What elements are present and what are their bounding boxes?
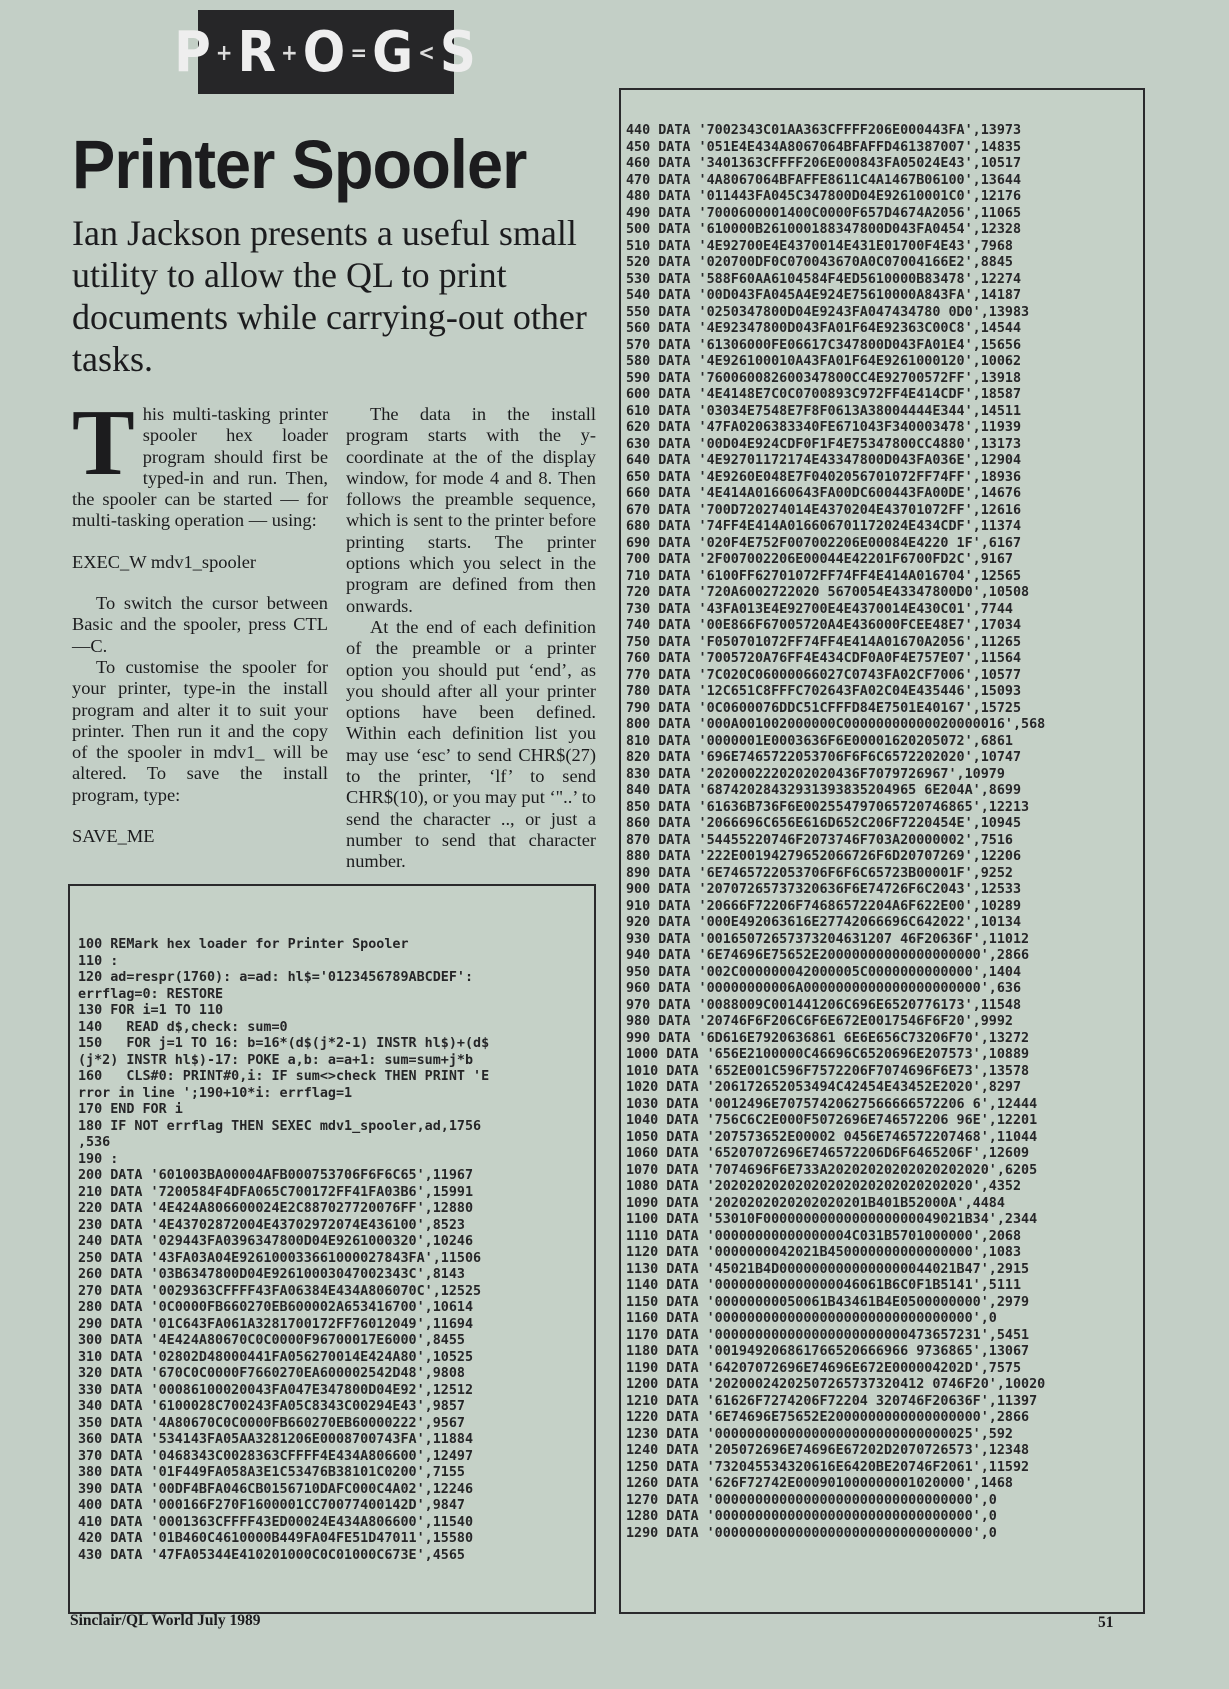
code-line: 600 DATA '4E4148E7C0C0700893C972FF4E414CDF',18587: [626, 387, 1022, 402]
code-line: 120 ad=respr(1760): a=ad: hl$='0123456789ABCDEF':: [78, 970, 474, 985]
code-line: (j*2) INSTR hl$)-17: POKE a,b: a=a+1: sum=sum+j*b: [78, 1052, 474, 1068]
code-line: 340 DATA '6100028C700243FA05C8343C00294E43',9857: [78, 1399, 465, 1414]
code-line: 820 DATA '696E7465722053706F6F6C6572202020',10747: [626, 750, 1022, 765]
code-line: 1060 DATA '65207072696E746572206D6F6465206F',12609: [626, 1146, 1030, 1161]
code-line: 810 DATA '0000001E0003636F6E00001620205072',6861: [626, 733, 1013, 749]
code-line: 510 DATA '4E92700E4E4370014E431E01700F4E43',7968: [626, 238, 1013, 254]
code-line: 890 DATA '6E7465722053706F6F6C65723B00001F',9252: [626, 865, 1013, 881]
code-line: 1110 DATA '00000000000000004C031B5701000000',2068: [626, 1228, 1022, 1244]
code-line: 200 DATA '601003BA00004AFB000753706F6F6C65',11967: [78, 1168, 474, 1183]
save-command: SAVE_ME: [72, 826, 155, 847]
code-line: 230 DATA '4E43702872004E43702972074E436100',8523: [78, 1217, 465, 1233]
code-line: 800 DATA '000A001002000000C00000000000020000016',568: [626, 717, 1046, 732]
code-line: 690 DATA '020F4E752F007002206E00084E4220 1F',6167: [626, 535, 1022, 551]
code-line: 530 DATA '588F60AA6104584F4ED5610000B83478',12274: [626, 271, 1022, 287]
code-line: 500 DATA '610000B261000188347800D043FA0454',12328: [626, 222, 1022, 237]
code-line: rror in line ';190+10*i: errflag=1: [78, 1085, 353, 1101]
banner-letter: P: [174, 19, 213, 85]
code-line: 700 DATA '2F007002206E00044E42201F6700FD2C',9167: [626, 552, 1013, 567]
code-line: 640 DATA '4E92701172174E43347800D043FA036E',12904: [626, 453, 1022, 468]
code-line: 1080 DATA '20202020202020202020202020202020',4352: [626, 1179, 1022, 1194]
code-line: 780 DATA '12C651C8FFFC702643FA02C04E435446',15093: [626, 684, 1022, 699]
code-line: 910 DATA '20666F72206F74686572204A6F622E00',10289: [626, 898, 1022, 914]
banner-letter: G: [372, 19, 416, 85]
code-line: 300 DATA '4E424A80670C0C0000F96700017E6000',8455: [78, 1333, 465, 1348]
code-line: 870 DATA '54455220746F2073746F703A20000002',7516: [626, 832, 1013, 848]
code-line: 1190 DATA '64207072696E74696E672E000004202D',7575: [626, 1360, 1022, 1376]
code-line: 830 DATA '2020002220202020436F7079726967',10979: [626, 766, 1005, 782]
code-line: 180 IF NOT errflag THEN SEXEC mdv1_spooler,ad,1756: [78, 1118, 482, 1134]
code-line: 1250 DATA '732045534320616E6420BE20746F2061',11592: [626, 1459, 1030, 1475]
code-line: 290 DATA '01C643FA061A3281700172FF76012049',11694: [78, 1316, 474, 1332]
code-line: 170 END FOR i: [78, 1102, 183, 1117]
banner-separator: +: [281, 38, 300, 66]
code-line: 1090 DATA '2020202020202020201B401B52000A',4484: [626, 1195, 1005, 1211]
code-line: 880 DATA '222E00194279652066726F6D20707269',12206: [626, 849, 1022, 864]
banner-letter: O: [302, 19, 348, 85]
code-line: 710 DATA '6100FF62701072FF74FF4E414A016704',12565: [626, 568, 1022, 584]
code-line: 1020 DATA '206172652053494C42454E43452E2020',8297: [626, 1080, 1022, 1095]
page-number: 51: [1098, 1614, 1114, 1631]
code-line: 360 DATA '534143FA05AA3281206E0008700743FA',11884: [78, 1432, 474, 1447]
code-line: 140 READ d$,check: sum=0: [78, 1019, 288, 1035]
code-line: 730 DATA '43FA013E4E92700E4E4370014E430C01',7744: [626, 601, 1013, 617]
code-line: 260 DATA '03B6347800D04E92610003047002343C',8143: [78, 1267, 465, 1282]
code-line: 400 DATA '000166F270F1600001CC70077400142D',9847: [78, 1498, 465, 1513]
code-line: 990 DATA '6D616E7920636861 6E6E656C73206F70',13272: [626, 1030, 1030, 1046]
paragraph: At the end of each definition of the preamble or a printer option you should put ‘end’, as you should after all your printer options have been defined. Within each definition list you may use ‘esc’ to send CHR$(27) to the printer, ‘lf’ to send CHR$(10), or you may put ‘"..’ to send the character .., or just a number to send that character number.: [346, 616, 596, 872]
code-line: 1130 DATA '45021B4D0000000000000000044021B47',2915: [626, 1261, 1030, 1277]
code-line: 250 DATA '43FA03A04E926100033661000027843FA',11506: [78, 1250, 482, 1266]
code-line: ,536: [78, 1135, 111, 1150]
banner-letter: S: [439, 19, 478, 85]
code-line: 590 DATA '760060082600347800CC4E92700572FF',13918: [626, 370, 1022, 386]
drop-cap: T: [72, 391, 135, 495]
code-line: 1010 DATA '652E001C596F7572206F7074696F6E73',13578: [626, 1063, 1030, 1079]
code-line: 220 DATA '4E424A806600024E2C887027720076FF',12880: [78, 1201, 474, 1216]
code-line: 130 FOR i=1 TO 110: [78, 1003, 224, 1018]
code-line: 620 DATA '47FA0206383340FE671043F340003478',11939: [626, 420, 1022, 435]
body-column-2: [346, 404, 596, 873]
banner-separator: =: [350, 38, 370, 66]
code-line: 240 DATA '029443FA0396347800D04E9261000320',10246: [78, 1234, 474, 1249]
code-line: 520 DATA '020700DF0C070043670A0C07004166E2',8845: [626, 255, 1013, 270]
code-line: 550 DATA '0250347800D04E9243FA047434780 0D0',13983: [626, 304, 1030, 320]
exec-command: EXEC_W mdv1_spooler: [72, 551, 257, 572]
code-line: 660 DATA '4E414A01660643FA00DC600443FA00DE',14676: [626, 486, 1022, 501]
body-column-1: [72, 391, 328, 847]
banner-separator: +: [215, 38, 235, 66]
code-line: 760 DATA '7005720A76FF4E434CDF0A0F4E757E07',11564: [626, 651, 1022, 666]
data-listing-continued: [626, 123, 1045, 1542]
code-line: 680 DATA '74FF4E414A016606701172024E434CDF',11374: [626, 519, 1022, 534]
code-line: 320 DATA '670C0C0000F7660270EA600002542D48',9808: [78, 1366, 465, 1381]
code-line: 100 REMark hex loader for Printer Spooler: [78, 937, 409, 952]
code-line: 1240 DATA '205072696E74696E67202D2070726573',12348: [626, 1443, 1030, 1458]
code-line: 1230 DATA '00000000000000000000000000000025',592: [626, 1426, 1013, 1442]
paragraph: his multi-tasking printer spooler hex loader program should first be typed-in and run. Then, the spooler can be started — for multi-tasking operation — using:: [72, 404, 328, 531]
code-line: 610 DATA '03034E7548E7F8F0613A38004444E344',14511: [626, 403, 1022, 419]
code-line: 1260 DATA '626F72742E000901000000001020000',1468: [626, 1476, 1013, 1491]
code-line: 1150 DATA '00000000050061B43461B4E0500000000',2979: [626, 1294, 1030, 1310]
code-line: 1050 DATA '207573652E00002 0456E746572207468',11044: [626, 1129, 1038, 1145]
code-line: 110 :: [78, 953, 119, 969]
code-line: 740 DATA '00E866F67005720A4E436000FCEE48E7',17034: [626, 618, 1022, 633]
hex-loader-listing: [78, 937, 489, 1564]
code-line: 1100 DATA '53010F0000000000000000000049021B34',2344: [626, 1212, 1038, 1227]
code-line: 1120 DATA '0000000042021B450000000000000000',1083: [626, 1245, 1022, 1260]
code-line: 540 DATA '00D043FA045A4E924E75610000A843FA',14187: [626, 288, 1022, 303]
code-line: 900 DATA '20707265737320636F6E74726F6C2043',12533: [626, 882, 1022, 897]
code-line: 430 DATA '47FA05344E410201000C0C01000C673E',4565: [78, 1547, 465, 1563]
code-line: 490 DATA '7000600001400C0000F657D4674A2056',11065: [626, 205, 1022, 221]
code-line: 570 DATA '61306000FE06617C347800D043FA01E4',15656: [626, 337, 1022, 353]
code-line: 950 DATA '002C000000042000005C0000000000000',1404: [626, 964, 1022, 980]
code-line: 150 FOR j=1 TO 16: b=16*(d$(j*2-1) INSTR hl$)+(d$: [78, 1036, 490, 1051]
code-line: 770 DATA '7C020C06000066027C0743FA02CF7006',10577: [626, 667, 1022, 683]
code-line: 940 DATA '6E74696E75652E20000000000000000000',2866: [626, 948, 1030, 963]
code-line: 1270 DATA '00000000000000000000000000000000',0: [626, 1492, 997, 1508]
code-line: 560 DATA '4E92347800D043FA01F64E92363C00C8',14544: [626, 321, 1022, 336]
footer-publication: Sinclair/QL World July 1989: [70, 1612, 261, 1629]
code-line: 1200 DATA '20200024202507265737320412 0746F20',10020: [626, 1377, 1046, 1392]
code-line: 720 DATA '720A6002722020 5670054E43347800D0',10508: [626, 585, 1030, 600]
code-line: 410 DATA '0001363CFFFF43ED00024E434A806600',11540: [78, 1514, 474, 1530]
code-line: 390 DATA '00DF4BFA046CB0156710DAFC000C4A02',12246: [78, 1481, 474, 1497]
code-line: 160 CLS#0: PRINT#0,i: IF sum<>check THEN PRINT 'E: [78, 1069, 490, 1084]
code-line: 840 DATA '68742028432931393835204965 6E204A',8699: [626, 783, 1022, 798]
code-line: 1000 DATA '656E2100000C46696C6520696E207573',10889: [626, 1047, 1030, 1062]
paragraph: To customise the spooler for your printer, type-in the install program and alter it to suit your printer. Then run it and the copy of the spooler in mdv1_ will be altered. To save the install program, type:: [72, 656, 328, 805]
article-title: Printer Spooler: [72, 126, 527, 203]
code-line: 920 DATA '000E492063616E27742066696C642022',10134: [626, 915, 1022, 930]
code-line: 1040 DATA '756C6C2E000F5072696E746572206 96E',12201: [626, 1113, 1038, 1128]
article-standfirst: Ian Jackson presents a useful small utility to allow the QL to print documents while carrying-out other tasks.: [72, 213, 587, 379]
code-line: 790 DATA '0C0600076DDC51CFFFD84E7501E40167',15725: [626, 700, 1022, 716]
paragraph: To switch the cursor between Basic and the spooler, press CTL—C.: [72, 593, 328, 656]
code-line: 1180 DATA '001949206861766520666966 9736865',13067: [626, 1344, 1030, 1359]
code-line: 1160 DATA '00000000000000000000000000000000',0: [626, 1311, 997, 1326]
code-line: 650 DATA '4E9260E048E7F0402056701072FF74FF',18936: [626, 469, 1022, 485]
code-line: 970 DATA '0088009C001441206C696E6520776173',11548: [626, 997, 1022, 1013]
code-line: 310 DATA '02802D48000441FA056270014E424A80',10525: [78, 1349, 474, 1365]
code-line: 330 DATA '00086100020043FA047E347800D04E92',12512: [78, 1382, 474, 1398]
code-line: 1170 DATA '000000000000000000000000473657231',5451: [626, 1327, 1030, 1343]
code-line: 750 DATA 'F050701072FF74FF4E414A01670A2056',11265: [626, 634, 1022, 650]
code-line: 350 DATA '4A80670C0C0000FB660270EB60000222',9567: [78, 1415, 465, 1431]
code-line: 420 DATA '01B460C4610000B449FA04FE51D47011',15580: [78, 1531, 474, 1546]
code-line: 630 DATA '00D04E924CDF0F1F4E75347800CC4880',13173: [626, 436, 1022, 452]
code-line: 210 DATA '7200584F4DFA065C700172FF41FA03B6',15991: [78, 1184, 474, 1200]
paragraph: The data in the install program starts with the y-coordinate at the of the display window, for mode 4 and 8. Then follows the preamble sequence, which is sent to the printer before printing starts. The printer options which you select in the program are defined from then onwards.: [346, 404, 596, 616]
code-line: 670 DATA '700D720274014E4370204E43701072FF',12616: [626, 502, 1022, 518]
code-line: errflag=0: RESTORE: [78, 986, 224, 1002]
code-line: 280 DATA '0C0000FB660270EB600002A653416700',10614: [78, 1300, 474, 1315]
code-line: 1280 DATA '00000000000000000000000000000000',0: [626, 1509, 997, 1524]
code-line: 1220 DATA '6E74696E75652E2000000000000000000',2866: [626, 1410, 1030, 1425]
code-line: 370 DATA '0468343C0028363CFFFF4E434A806600',12497: [78, 1448, 474, 1464]
code-line: 1070 DATA '7074696F6E733A20202020202020202020',6205: [626, 1162, 1038, 1178]
code-line: 850 DATA '61636B736F6E002554797065720746865',12213: [626, 799, 1030, 815]
code-line: 1030 DATA '0012496E70757420627566666572206 6',12444: [626, 1096, 1038, 1112]
code-line: 1210 DATA '61626F7274206F72204 320746F20636F',11397: [626, 1393, 1038, 1409]
code-line: 960 DATA '00000000006A0000000000000000000000',636: [626, 981, 1022, 996]
code-line: 480 DATA '011443FA045C347800D04E92610001C0',12176: [626, 189, 1022, 204]
code-line: 380 DATA '01F449FA058A3E1C53476B38101C0200',7155: [78, 1465, 465, 1480]
code-line: 1290 DATA '00000000000000000000000000000000',0: [626, 1525, 997, 1541]
code-line: 450 DATA '051E4E434A8067064BFAFFD461387007',14835: [626, 139, 1022, 155]
code-line: 1140 DATA '000000000000000046061B6C0F1B5141',5111: [626, 1278, 1022, 1293]
banner-separator: <: [418, 38, 437, 66]
code-line: 470 DATA '4A8067064BFAFFE8611C4A1467B06100',13644: [626, 172, 1022, 188]
code-line: 980 DATA '20746F6F206C6F6E672E0017546F6F20',9992: [626, 1014, 1013, 1029]
code-line: 440 DATA '7002343C01AA363CFFFF206E000443FA',13973: [626, 123, 1022, 138]
progs-section-banner: [174, 10, 478, 94]
code-line: 190 :: [78, 1151, 119, 1167]
code-line: 580 DATA '4E926100010A43FA01F64E9261000120',10062: [626, 354, 1022, 369]
code-line: 460 DATA '3401363CFFFF206E000843FA05024E43',10517: [626, 156, 1022, 171]
banner-letter: R: [237, 19, 279, 85]
code-line: 860 DATA '2066696C656E616D652C206F7220454E',10945: [626, 816, 1022, 831]
code-line: 270 DATA '0029363CFFFF43FA06384E434A806070C',12525: [78, 1283, 482, 1299]
code-line: 930 DATA '00165072657373204631207 46F20636F',11012: [626, 931, 1030, 947]
